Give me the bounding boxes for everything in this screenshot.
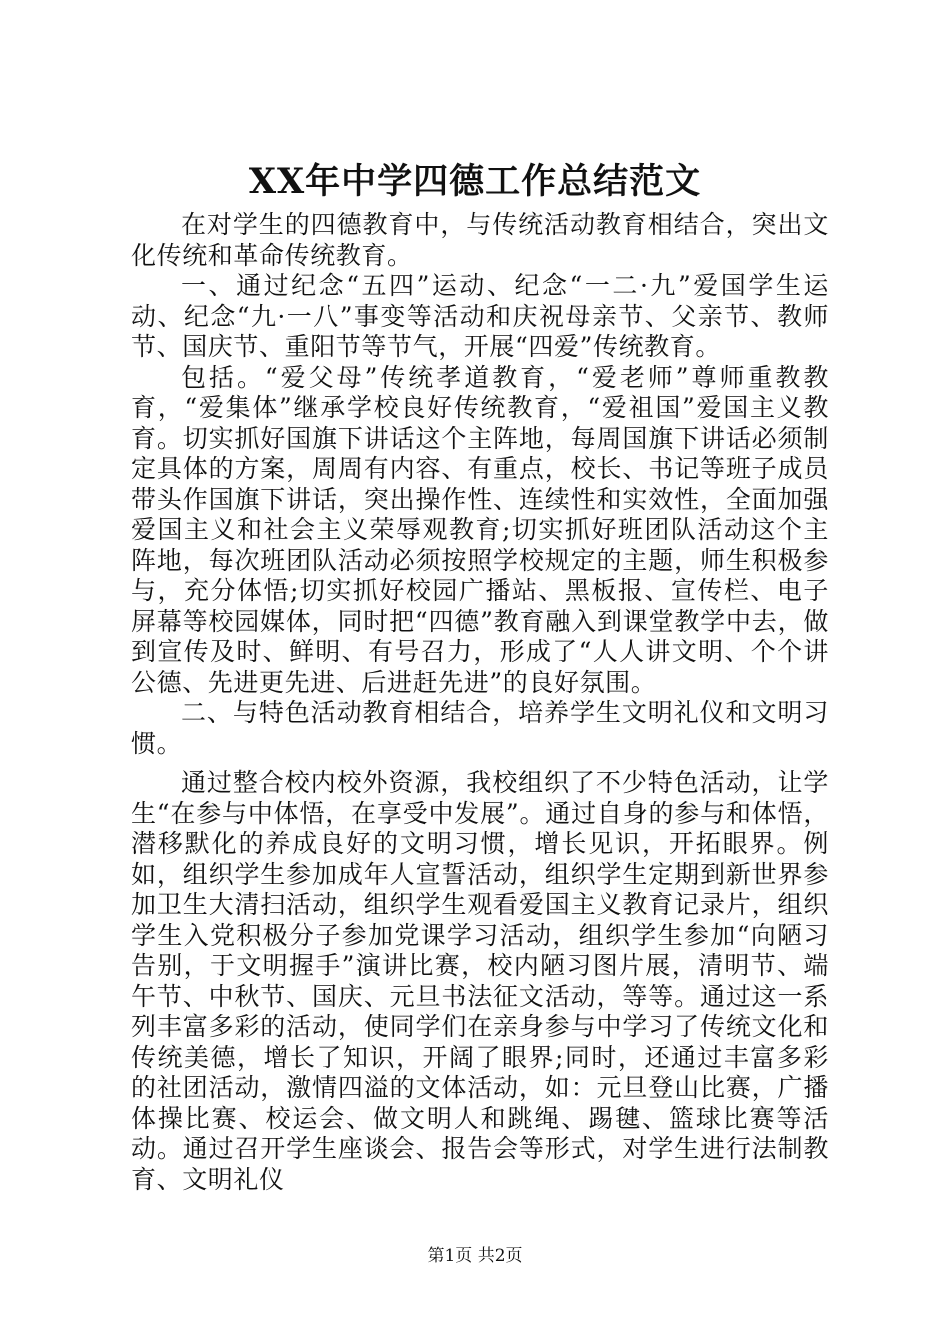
page-number-footer: 第1页 共2页 (427, 1246, 523, 1266)
document-title: XX年中学四德工作总结范文 (248, 161, 702, 202)
paragraph-activities: 通过整合校内校外资源，我校组织了不少特色活动，让学生“在参与中体悟，在享受中发展”。通过自身的参与和体悟，潜移默化的养成良好的文明习惯，增长见识，开拓眼界。例如，组织学生参加成年人宣誓活动，组织学生定期到新世界参加卫生大清扫活动，组织学生观看爱国主义教育记录片，组织学生入党积极分子参加党课学习活动，组织学生参加“向陋习告别，于文明握手”演讲比赛，校内陋习图片展，清明节、端午节、中秋节、国庆、元旦书法征文活动，等等。通过这一系列丰富多彩的活动，使同学们在亲身参与中学习了传统文化和传统美德，增长了知识，开阔了眼界;同时，还通过丰富多彩的社团活动，激情四溢的文体活动，如：元旦登山比赛，广播体操比赛、校运会、做文明人和跳绳、踢毽、篮球比赛等活动。通过召开学生座谈会、报告会等形式，对学生进行法制教育、文明礼仪 (131, 768, 829, 1194)
paragraph-intro: 在对学生的四德教育中，与传统活动教育相结合，突出文化传统和革命传统教育。 (131, 210, 829, 270)
paragraph-section-one: 一、通过纪念“五四”运动、纪念“一二·九”爱国学生运动、纪念“九·一八”事变等活动和庆祝母亲节、父亲节、教师节、国庆节、重阳节等节气，开展“四爱”传统教育。 (131, 271, 829, 361)
paragraph-section-two: 二、与特色活动教育相结合，培养学生文明礼仪和文明习惯。 (131, 698, 829, 758)
paragraph-four-loves: 包括。“爱父母”传统孝道教育，“爱老师”尊师重教教育，“爱集体”继承学校良好传统教育，“爱祖国”爱国主义教育。切实抓好国旗下讲话这个主阵地，每周国旗下讲话必须制定具体的方案，周周有内容、有重点，校长、书记等班子成员带头作国旗下讲话，突出操作性、连续性和实效性，全面加强爱国主义和社会主义荣辱观教育;切实抓好班团队活动这个主阵地，每次班团队活动必须按照学校规定的主题，师生积极参与，充分体悟;切实抓好校园广播站、黑板报、宣传栏、电子屏幕等校园媒体，同时把“四德”教育融入到课堂教学中去，做到宣传及时、鲜明、有号召力，形成了“人人讲文明、个个讲公德、先进更先进、后进赶先进”的良好氛围。 (131, 362, 829, 697)
document-body (131, 210, 829, 1195)
